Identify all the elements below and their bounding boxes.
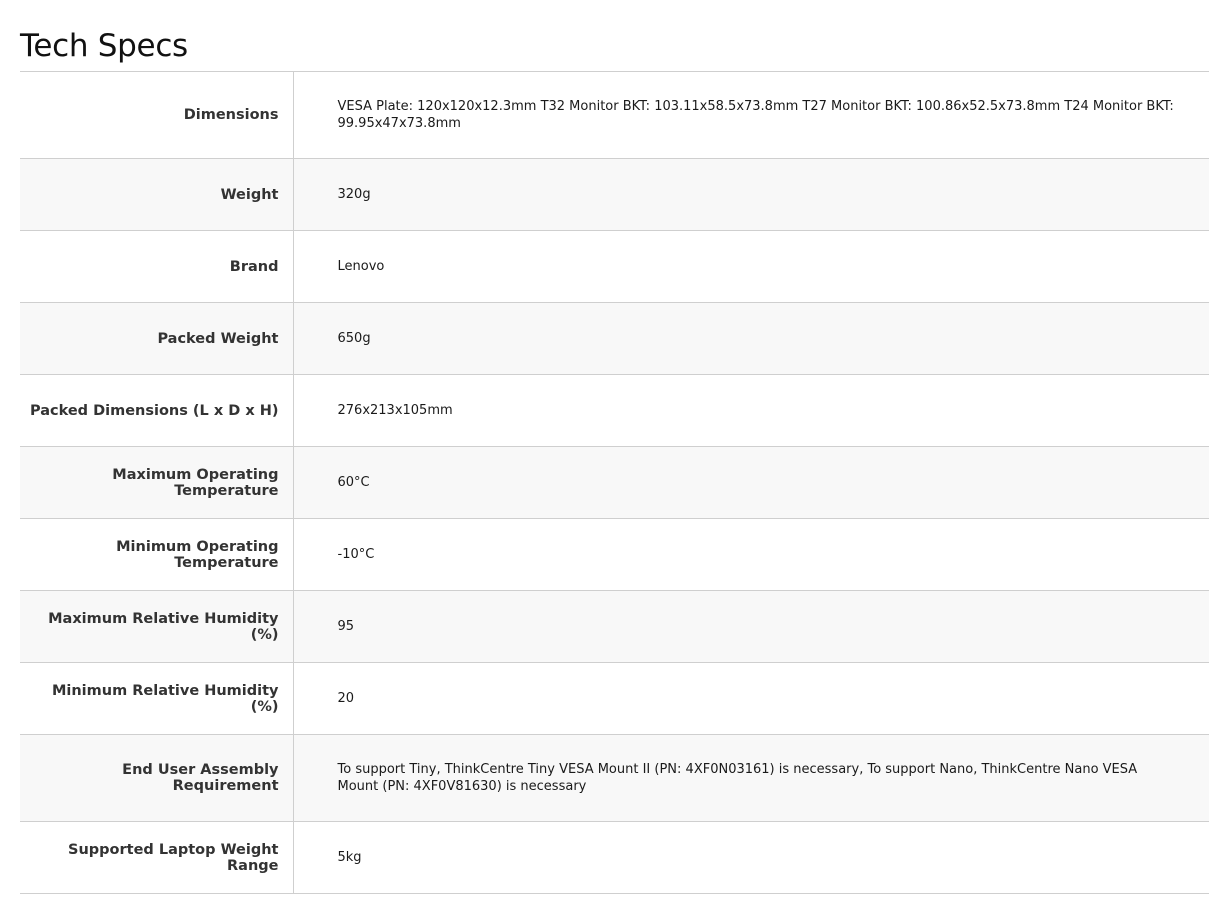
specs-table <box>20 72 1209 894</box>
page-title: Tech Specs <box>20 0 1209 72</box>
spec-row-end-user-assembly <box>20 735 1209 822</box>
spec-value: To support Tiny, ThinkCentre Tiny VESA Mount II (PN: 4XF0N03161) is necessary, To support Nano, ThinkCentre Nano VESA Mount (PN: 4XF0V81630) is necessary <box>293 735 1209 822</box>
spec-value: 320g <box>293 159 1209 231</box>
spec-row-max-operating-temperature <box>20 447 1209 519</box>
spec-value: VESA Plate: 120x120x12.3mm T32 Monitor BKT: 103.11x58.5x73.8mm T27 Monitor BKT: 100.86x52.5x73.8mm T24 Monitor BKT: 99.95x47x73.8mm <box>293 72 1209 159</box>
spec-value: 20 <box>293 663 1209 735</box>
spec-row-dimensions <box>20 72 1209 159</box>
spec-label: Weight <box>20 159 293 231</box>
spec-value: 95 <box>293 591 1209 663</box>
spec-label: Packed Weight <box>20 303 293 375</box>
spec-row-packed-weight <box>20 303 1209 375</box>
spec-value: 5kg <box>293 822 1209 894</box>
spec-label: Maximum Relative Humidity (%) <box>20 591 293 663</box>
spec-value: Lenovo <box>293 231 1209 303</box>
spec-label: End User Assembly Requirement <box>20 735 293 822</box>
spec-label: Minimum Operating Temperature <box>20 519 293 591</box>
spec-row-min-relative-humidity <box>20 663 1209 735</box>
spec-label: Supported Laptop Weight Range <box>20 822 293 894</box>
spec-row-supported-laptop-weight <box>20 822 1209 894</box>
spec-value: 276x213x105mm <box>293 375 1209 447</box>
spec-value: 650g <box>293 303 1209 375</box>
spec-value: 60°C <box>293 447 1209 519</box>
spec-label: Maximum Operating Temperature <box>20 447 293 519</box>
spec-row-max-relative-humidity <box>20 591 1209 663</box>
spec-label: Packed Dimensions (L x D x H) <box>20 375 293 447</box>
spec-row-weight <box>20 159 1209 231</box>
spec-row-min-operating-temperature <box>20 519 1209 591</box>
spec-row-brand <box>20 231 1209 303</box>
spec-label: Brand <box>20 231 293 303</box>
spec-value: -10°C <box>293 519 1209 591</box>
spec-row-packed-dimensions <box>20 375 1209 447</box>
spec-label: Dimensions <box>20 72 293 159</box>
spec-label: Minimum Relative Humidity (%) <box>20 663 293 735</box>
